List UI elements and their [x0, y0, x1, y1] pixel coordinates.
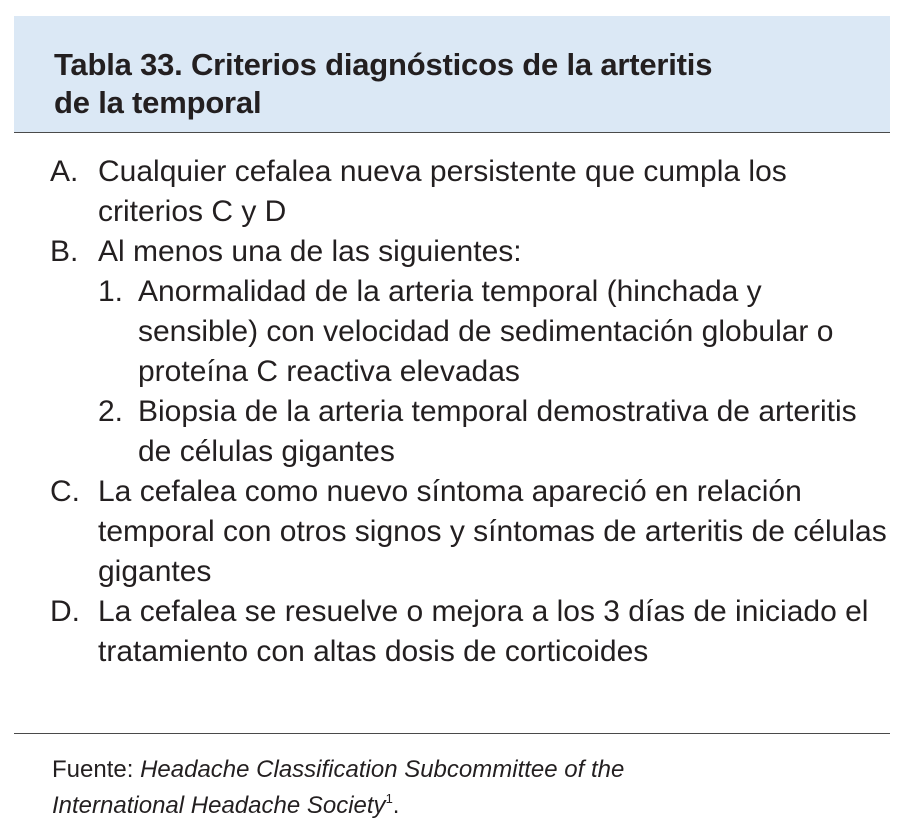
criteria-list: [14, 133, 890, 672]
diagnostic-criteria-table: [14, 16, 890, 672]
criterion-letter: D.: [50, 595, 80, 628]
sub-item-number: 1.: [98, 275, 124, 308]
criterion-b-sub-list: [50, 272, 890, 472]
criterion-text: Cualquier cefalea nueva persistente que cumpla los criterios C y D: [98, 155, 787, 228]
source-citation-line-1: Headache Classification Subcommittee of the: [140, 756, 625, 783]
criterion-d: [50, 592, 890, 672]
source-suffix: .: [392, 792, 400, 819]
source-prefix: Fuente:: [52, 756, 141, 783]
table-title-line-1: Tabla 33. Criterios diagnósticos de la arteritis: [54, 47, 713, 82]
table-header: [14, 16, 890, 133]
table-title: [54, 46, 870, 122]
criterion-c: [50, 472, 890, 592]
criterion-b-sub-item-2: [98, 392, 890, 472]
criterion-text: La cefalea se resuelve o mejora a los 3 días de iniciado el tratamiento con altas dosis de corticoides: [98, 595, 869, 668]
table-bottom-rule: [14, 733, 890, 734]
criterion-b-sub-item-1: [98, 272, 890, 392]
criterion-letter: A.: [50, 155, 79, 188]
criterion-a: [50, 152, 890, 232]
table-source-note: [52, 752, 882, 824]
criterion-text: La cefalea como nuevo síntoma apareció en relación temporal con otros signos y síntomas de arteritis de células gigantes: [98, 475, 887, 588]
sub-item-text: Anormalidad de la arteria temporal (hinchada y sensible) con velocidad de sedimentación globular o proteína C reactiva elevadas: [138, 275, 834, 388]
criterion-letter: C.: [50, 475, 80, 508]
source-citation-line-2: International Headache Society: [52, 792, 386, 819]
source-reference-number: 1: [385, 791, 393, 806]
table-title-line-2: de la temporal: [54, 85, 262, 120]
criterion-letter: B.: [50, 235, 79, 268]
sub-item-text: Biopsia de la arteria temporal demostrativa de arteritis de células gigantes: [138, 395, 857, 468]
criterion-text: Al menos una de las siguientes:: [98, 235, 522, 268]
criterion-b: [50, 232, 890, 472]
sub-item-number: 2.: [98, 395, 124, 428]
